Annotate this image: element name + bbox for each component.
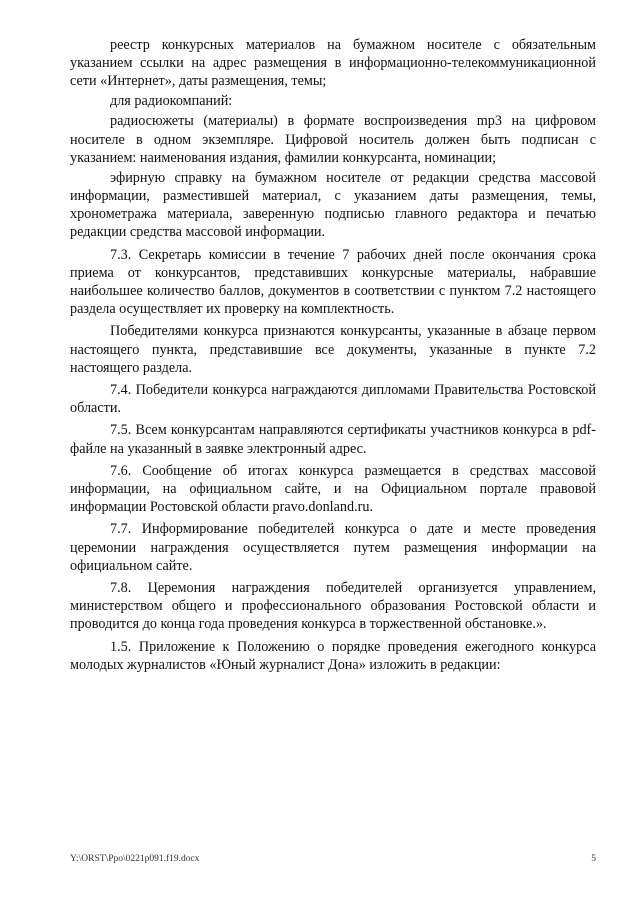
paragraph-7-4: 7.4. Победители конкурса награждаются дипломами Правительства Ростовской области. <box>70 382 596 417</box>
paragraph-for-radio-companies: для радиокомпаний: <box>110 93 233 110</box>
paragraph-winners: Победителями конкурса признаются конкурсанты, указанные в абзаце первом настоящего пункта, представившие все документы, указанные в пункте 7.2 настоящего раздела. <box>70 323 596 376</box>
paragraph-7-5: 7.5. Всем конкурсантам направляются сертификаты участников конкурса в pdf-файле на указанный в заявке электронный адрес. <box>70 422 596 457</box>
paragraph-broadcast-certificate: эфирную справку на бумажном носителе от редакции средства массовой информации, разместившей материал, с указанием даты размещения, темы, хронометража материала, заверенную подписью главного редактора и печатью редакции средства массовой информации. <box>70 169 596 241</box>
paragraph-1-5: 1.5. Приложение к Положению о порядке проведения ежегодного конкурса молодых журналистов «Юный журналист Дона» изложить в редакции: <box>70 638 596 673</box>
file-path: Y:\ORST\Ppo\0221p091.f19.docx <box>70 854 200 864</box>
paragraph-7-7: 7.7. Информирование победителей конкурса о дате и месте проведения церемонии награждения осуществляется путем размещения информации на официальном сайте. <box>70 521 596 574</box>
paragraph-radio-stories: радиосюжеты (материалы) в формате воспроизведения mp3 на цифровом носителе в одном экземпляре. Цифровой носитель должен быть подписан с указанием: наименования издания, фамилии конкурсанта, номинации; <box>70 113 596 166</box>
paragraph-registry: реестр конкурсных материалов на бумажном носителе с обязательным указанием ссылки на адрес размещения в информационно-телекоммуникационной сети «Интернет», даты размещения, темы; <box>70 37 596 90</box>
paragraph-7-3: 7.3. Секретарь комиссии в течение 7 рабочих дней после окончания срока приема от конкурсантов, представивших конкурсные материалы, набравшие наибольшее количество баллов, документов в соответствии с пунктом 7.2 настоящего раздела осуществляет их проверку на комплектность. <box>70 246 596 318</box>
page-number: 5 <box>591 854 596 864</box>
document-body <box>70 36 596 674</box>
paragraph-7-8: 7.8. Церемония награждения победителей организуется управлением, министерством общего и профессионального образования Ростовской области и проводится до конца года проведения конкурса в торжественной обстановке.». <box>70 580 596 633</box>
paragraph-7-6: 7.6. Сообщение об итогах конкурса размещается в средствах массовой информации, на официальном сайте, и на Официальном портале правовой информации Ростовской области pravo.donland.ru. <box>70 462 596 516</box>
